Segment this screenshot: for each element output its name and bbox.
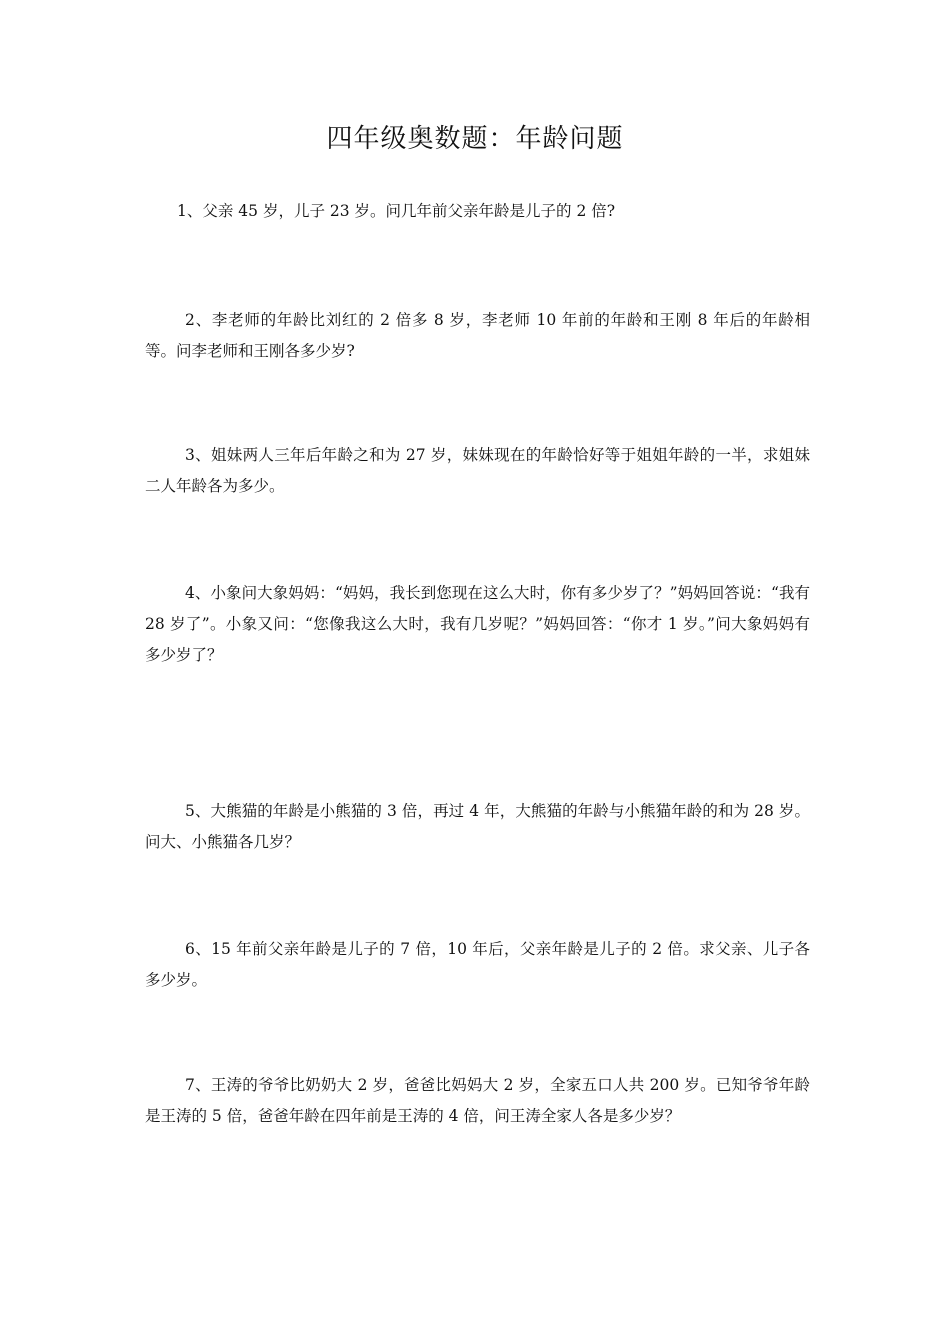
question-7: 7、王涛的爷爷比奶奶大 2 岁，爸爸比妈妈大 2 岁，全家五口人共 200 岁。已知爷爷年龄是王涛的 5 倍，爸爸年龄在四年前是王涛的 4 倍，问王涛全家人各是多少岁？ bbox=[145, 1076, 810, 1125]
question-5: 5、大熊猫的年龄是小熊猫的 3 倍，再过 4 年，大熊猫的年龄与小熊猫年龄的和为 28 岁。问大、小熊猫各几岁？ bbox=[145, 802, 810, 851]
question-6: 6、15 年前父亲年龄是儿子的 7 倍，10 年后，父亲年龄是儿子的 2 倍。求父亲、儿子各多少岁。 bbox=[145, 940, 810, 989]
page-title: 四年级奥数题：年龄问题 bbox=[326, 124, 624, 154]
question-1: 1、父亲 45 岁，儿子 23 岁。问几年前父亲年龄是儿子的 2 倍? bbox=[177, 202, 616, 220]
question-2: 2、李老师的年龄比刘红的 2 倍多 8 岁，李老师 10 年前的年龄和王刚 8 年后的年龄相等。问李老师和王刚各多少岁? bbox=[145, 311, 810, 360]
question-3: 3、姐妹两人三年后年龄之和为 27 岁，妹妹现在的年龄恰好等于姐姐年龄的一半，求姐妹二人年龄各为多少。 bbox=[145, 446, 810, 495]
question-4: 4、小象问大象妈妈：“妈妈，我长到您现在这么大时，你有多少岁了？”妈妈回答说：“我有 28 岁了”。小象又问：“您像我这么大时，我有几岁呢？”妈妈回答：“你才 1 岁。”问大象妈妈有多少岁了？ bbox=[145, 584, 810, 664]
